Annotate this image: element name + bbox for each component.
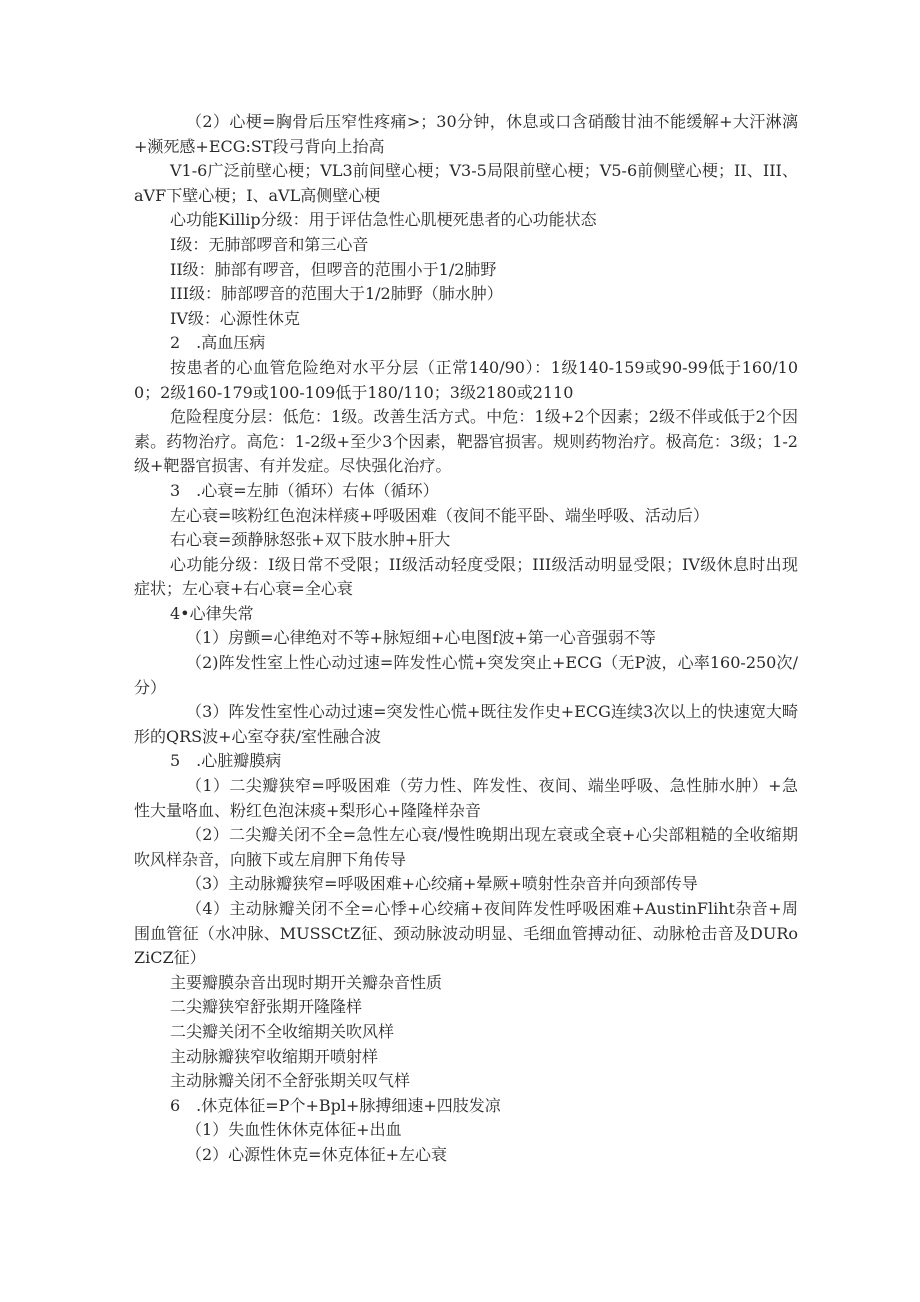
heading-valve-disease: 5 .心脏瓣膜病	[170, 751, 282, 771]
paragraph-aortic-stenosis: （3）主动脉瓣狭窄=呼吸困难+心绞痛+晕厥+喷射性杂音并向颈部传导	[186, 874, 698, 894]
paragraph-bp-grades: 按患者的心血管危险绝对水平分层（正常140/90）：1级140-159或90-99低于160/100；2级160-179或100-109低于180/110；3级2180或2110	[134, 357, 798, 402]
paragraph-risk-levels: 危险程度分层：低危：1级。改善生活方式。中危：1级+2个因素；2级不伴或低于2个因素。药物治疗。高危：1-2级+至少3个因素，靶器官损害。规则药物治疗。极高危：3级；1-2级+靶器官损害、有并发症。尽快强化治疗。	[134, 407, 798, 476]
paragraph-murmur-header: 主要瓣膜杂音出现时期开关瓣杂音性质	[170, 972, 443, 992]
paragraph-nyha: 心功能分级：I级日常不受限；II级活动轻度受限；III级活动明显受限；IV级休息时出现症状；左心衰+右心衰=全心衰	[134, 554, 798, 599]
paragraph-aortic-regurg: （4）主动脉瓣关闭不全=心悸+心绞痛+夜间阵发性呼吸困难+AustinFliht杂音+周围血管征（水冲脉、MUSSCtZ征、颈动脉波动明显、毛细血管搏动征、动脉枪击音及DURoZiCZ征）	[134, 899, 798, 968]
paragraph-murmur-as: 主动脉瓣狭窄收缩期开喷射样	[170, 1046, 379, 1066]
heading-hypertension: 2 .高血压病	[170, 333, 266, 353]
paragraph-right-hf: 右心衰=颈静脉怒张+双下肢水肿+肝大	[170, 530, 451, 550]
document-body	[134, 110, 798, 1168]
heading-arrhythmia: 4•心律失常	[170, 603, 254, 623]
paragraph-killip-4: IV级：心源性休克	[170, 308, 300, 328]
paragraph-cardiogenic-shock: （2）心源性休克=休克体征+左心衰	[186, 1144, 447, 1164]
paragraph-vt: （3）阵发性室性心动过速=突发性心慌+既往发作史+ECG连续3次以上的快速宽大畸形的QRS波+心室夺获/室性融合波	[134, 702, 798, 746]
paragraph-afib: （1）房颤=心律绝对不等+脉短细+心电图f波+第一心音强弱不等	[186, 628, 656, 648]
heading-shock: 6 .休克体征=P个+Bpl+脉搏细速+四肢发凉	[170, 1095, 501, 1115]
paragraph-mi-leads: V1-6广泛前壁心梗；VL3前间壁心梗；V3-5局限前壁心梗；V5-6前侧壁心梗；II、III、aVF下壁心梗；I、aVL高侧壁心梗	[134, 161, 798, 205]
paragraph-mitral-regurg: （2）二尖瓣关闭不全=急性左心衰/慢性晚期出现左衰或全衰+心尖部粗糙的全收缩期吹风样杂音，向腋下或左肩胛下角传导	[134, 825, 798, 869]
paragraph-murmur-ar: 主动脉瓣关闭不全舒张期关叹气样	[170, 1071, 411, 1091]
paragraph-hemorrhagic-shock: （1）失血性休休克体征+出血	[186, 1120, 402, 1140]
paragraph-killip-1: I级：无肺部啰音和第三心音	[170, 234, 369, 254]
paragraph-mi-definition: （2）心梗=胸骨后压窄性疼痛>；30分钟，休息或口含硝酸甘油不能缓解+大汗淋漓+濒死感+ECG:ST段弓背向上抬高	[134, 112, 798, 156]
paragraph-psvt: （2)阵发性室上性心动过速=阵发性心慌+突发突止+ECG（无P波，心率160-250次/分）	[134, 653, 798, 697]
paragraph-killip-2: II级：肺部有啰音，但啰音的范围小于1/2肺野	[170, 259, 497, 279]
paragraph-killip-3: III级：肺部啰音的范围大于1/2肺野（肺水肿）	[170, 284, 503, 304]
paragraph-murmur-ms: 二尖瓣狭窄舒张期开隆隆样	[170, 997, 363, 1017]
paragraph-mitral-stenosis: （1）二尖瓣狭窄=呼吸困难（劳力性、阵发性、夜间、端坐呼吸、急性肺水肿）+急性大量咯血、粉红色泡沫痰+梨形心+隆隆样杂音	[134, 776, 798, 820]
paragraph-left-hf: 左心衰=咳粉红色泡沫样痰+呼吸困难（夜间不能平卧、端坐呼吸、活动后）	[170, 505, 709, 525]
paragraph-murmur-mr: 二尖瓣关闭不全收缩期关吹风样	[170, 1021, 395, 1041]
heading-heart-failure: 3 .心衰=左肺（循环）右体（循环）	[170, 480, 439, 500]
paragraph-killip-intro: 心功能Killip分级：用于评估急性心肌梗死患者的心功能状态	[170, 210, 597, 230]
